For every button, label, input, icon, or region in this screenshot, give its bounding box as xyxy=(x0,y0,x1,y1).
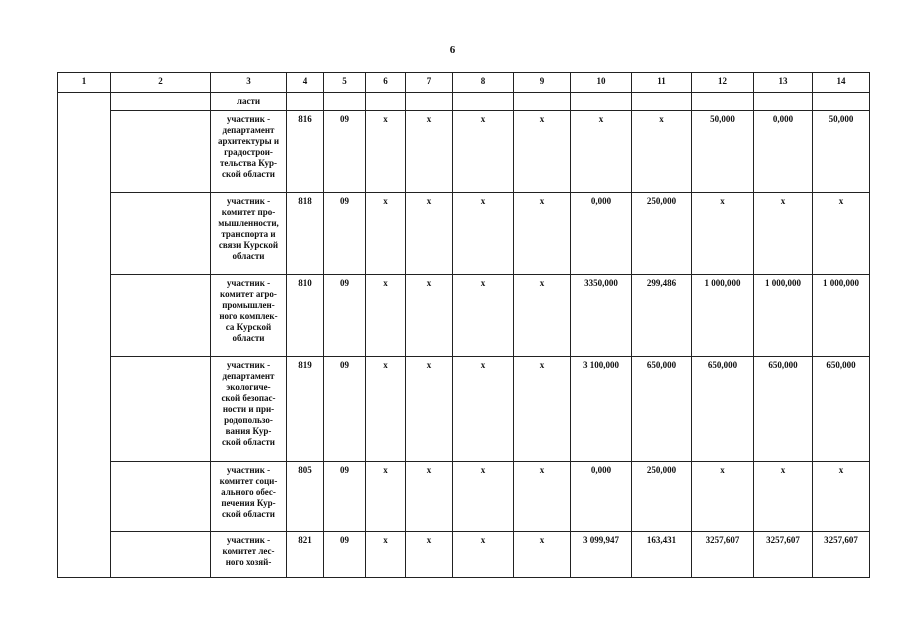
cell xyxy=(111,111,211,193)
code-cell: 821 xyxy=(287,532,324,578)
value-cell: 3257,607 xyxy=(813,532,870,578)
cell xyxy=(111,193,211,275)
value-cell: x xyxy=(453,111,514,193)
value-cell: 650,000 xyxy=(632,357,692,462)
code-cell: 810 xyxy=(287,275,324,357)
value-cell: x xyxy=(366,462,406,532)
header-cell: 12 xyxy=(692,73,754,93)
value-cell: x xyxy=(366,357,406,462)
value-cell: x xyxy=(406,111,453,193)
section-cell: 09 xyxy=(324,193,366,275)
table-row xyxy=(58,357,870,462)
header-cell: 2 xyxy=(111,73,211,93)
value-cell: x xyxy=(571,111,632,193)
code-cell: 805 xyxy=(287,462,324,532)
value-cell: x xyxy=(406,532,453,578)
value-cell: x xyxy=(406,462,453,532)
value-cell: 250,000 xyxy=(632,462,692,532)
participant-cell: участник - комитет лес- ного хозяй- xyxy=(211,532,287,578)
cell xyxy=(692,93,754,111)
value-cell: 3 099,947 xyxy=(571,532,632,578)
table-row xyxy=(58,462,870,532)
cell xyxy=(632,93,692,111)
cell xyxy=(111,532,211,578)
participant-cell: участник - департамент архитектуры и градострои- тельства Кур- ской области xyxy=(211,111,287,193)
value-cell: 1 000,000 xyxy=(754,275,813,357)
value-cell: 1 000,000 xyxy=(813,275,870,357)
header-cell: 9 xyxy=(514,73,571,93)
value-cell: x xyxy=(366,275,406,357)
value-cell: x xyxy=(514,357,571,462)
value-cell: x xyxy=(632,111,692,193)
cell xyxy=(813,93,870,111)
value-cell: 650,000 xyxy=(754,357,813,462)
header-cell: 14 xyxy=(813,73,870,93)
section-cell: 09 xyxy=(324,111,366,193)
cell xyxy=(324,93,366,111)
header-row xyxy=(58,73,870,93)
section-cell: 09 xyxy=(324,275,366,357)
value-cell: x xyxy=(813,193,870,275)
code-cell: 816 xyxy=(287,111,324,193)
participant-cell: участник - комитет соци- ального обес- печения Кур- ской области xyxy=(211,462,287,532)
value-cell: 163,431 xyxy=(632,532,692,578)
table-row xyxy=(58,275,870,357)
section-cell: 09 xyxy=(324,357,366,462)
header-cell: 11 xyxy=(632,73,692,93)
cell xyxy=(514,93,571,111)
value-cell: x xyxy=(453,357,514,462)
header-cell: 8 xyxy=(453,73,514,93)
participant-cell: участник - комитет агро- промышлен- ного комплек- са Курской области xyxy=(211,275,287,357)
cell xyxy=(754,93,813,111)
value-cell: x xyxy=(453,462,514,532)
value-cell: x xyxy=(754,462,813,532)
header-cell: 13 xyxy=(754,73,813,93)
code-cell: 818 xyxy=(287,193,324,275)
value-cell: 0,000 xyxy=(571,462,632,532)
value-cell: x xyxy=(514,193,571,275)
value-cell: x xyxy=(453,275,514,357)
cell xyxy=(111,357,211,462)
value-cell: x xyxy=(692,462,754,532)
header-cell: 4 xyxy=(287,73,324,93)
cell xyxy=(111,275,211,357)
value-cell: x xyxy=(514,275,571,357)
header-cell: 6 xyxy=(366,73,406,93)
value-cell: x xyxy=(366,111,406,193)
participant-cell: ласти xyxy=(211,93,287,111)
value-cell: x xyxy=(366,532,406,578)
cell xyxy=(571,93,632,111)
cell xyxy=(287,93,324,111)
participant-cell: участник - департамент экологиче- ской безопас- ности и при- родопользо- вания Кур- ской области xyxy=(211,357,287,462)
value-cell: x xyxy=(366,193,406,275)
table-row xyxy=(58,111,870,193)
value-cell: 1 000,000 xyxy=(692,275,754,357)
header-cell: 10 xyxy=(571,73,632,93)
table-row xyxy=(58,193,870,275)
budget-table xyxy=(57,72,870,578)
value-cell: 3257,607 xyxy=(692,532,754,578)
header-cell: 3 xyxy=(211,73,287,93)
header-cell: 1 xyxy=(58,73,111,93)
section-cell: 09 xyxy=(324,532,366,578)
cell xyxy=(406,93,453,111)
value-cell: 0,000 xyxy=(571,193,632,275)
value-cell: x xyxy=(406,193,453,275)
value-cell: 50,000 xyxy=(692,111,754,193)
value-cell: 250,000 xyxy=(632,193,692,275)
value-cell: 650,000 xyxy=(692,357,754,462)
cell xyxy=(111,93,211,111)
value-cell: x xyxy=(813,462,870,532)
cell xyxy=(453,93,514,111)
cell xyxy=(111,462,211,532)
value-cell: x xyxy=(453,532,514,578)
value-cell: x xyxy=(406,357,453,462)
value-cell: 50,000 xyxy=(813,111,870,193)
value-cell: x xyxy=(406,275,453,357)
table-row xyxy=(58,532,870,578)
participant-cell: участник - комитет про- мышленности, транспорта и связи Курской области xyxy=(211,193,287,275)
header-cell: 7 xyxy=(406,73,453,93)
value-cell: x xyxy=(754,193,813,275)
column-1-cell xyxy=(58,93,111,578)
value-cell: 3 100,000 xyxy=(571,357,632,462)
value-cell: x xyxy=(514,462,571,532)
section-cell: 09 xyxy=(324,462,366,532)
value-cell: x xyxy=(514,532,571,578)
value-cell: x xyxy=(453,193,514,275)
header-cell: 5 xyxy=(324,73,366,93)
page-number: 6 xyxy=(449,44,456,56)
value-cell: 0,000 xyxy=(754,111,813,193)
code-cell: 819 xyxy=(287,357,324,462)
value-cell: 3257,607 xyxy=(754,532,813,578)
value-cell: 299,486 xyxy=(632,275,692,357)
cell xyxy=(366,93,406,111)
value-cell: 3350,000 xyxy=(571,275,632,357)
value-cell: x xyxy=(692,193,754,275)
continuation-row xyxy=(58,93,870,111)
value-cell: 650,000 xyxy=(813,357,870,462)
value-cell: x xyxy=(514,111,571,193)
